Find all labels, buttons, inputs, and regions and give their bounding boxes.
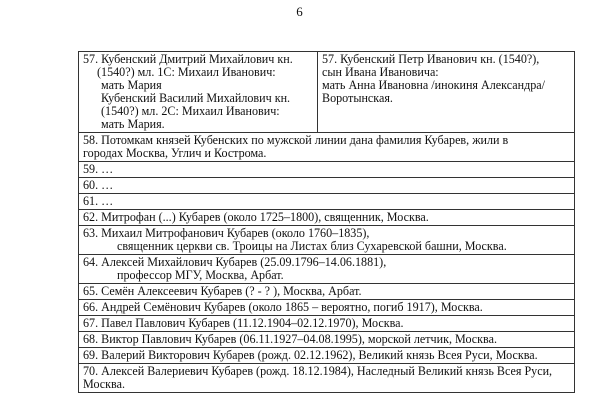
- table-cell: [79, 210, 575, 226]
- table-row: [79, 364, 575, 393]
- entry-line: 62. Митрофан (...) Кубарев (около 1725–1800), священник, Москва.: [83, 210, 429, 224]
- page-number: 6: [296, 4, 303, 19]
- table-cell: [79, 316, 575, 332]
- entry-line: городах Москва, Углич и Кострома.: [83, 146, 267, 160]
- entry-line: сын Ивана Ивановича:: [322, 65, 439, 79]
- table-row: [79, 52, 575, 133]
- entry-line: (1540?) мл. 2С: Михаил Иванович:: [101, 104, 280, 118]
- entry-line: Москва.: [83, 377, 125, 391]
- table-row: [79, 332, 575, 348]
- table-cell: [318, 52, 575, 133]
- entry-line: 61. …: [83, 194, 114, 208]
- table-row: [79, 226, 575, 255]
- table-row: [79, 162, 575, 178]
- entry-line: Воротынская.: [322, 91, 393, 105]
- entry-line: 68. Виктор Павлович Кубарев (06.11.1927–04.08.1995), морской летчик, Москва.: [83, 332, 497, 346]
- entry-line: 64. Алексей Михайлович Кубарев (25.09.1796–14.06.1881),: [83, 255, 387, 269]
- entry-line: 59. …: [83, 162, 114, 176]
- entry-line: 66. Андрей Семёнович Кубарев (около 1865 – вероятно, погиб 1917), Москва.: [83, 300, 483, 314]
- entry-line: 58. Потомкам князей Кубенских по мужской линии дана фамилия Кубарев, жили в: [83, 133, 509, 147]
- table-row: [79, 348, 575, 364]
- table-cell: [79, 284, 575, 300]
- table-cell: [79, 348, 575, 364]
- table-row: [79, 316, 575, 332]
- entry-line: мать Мария.: [101, 117, 165, 131]
- entry-line: 60. …: [83, 178, 114, 192]
- table-cell: [79, 255, 575, 284]
- entry-line: (1540?) мл. 1С: Михаил Иванович:: [97, 65, 276, 79]
- table-row: [79, 255, 575, 284]
- table-row: [79, 210, 575, 226]
- table-cell: [79, 300, 575, 316]
- table-cell: [79, 332, 575, 348]
- entry-line: 65. Семён Алексеевич Кубарев (? - ? ), Москва, Арбат.: [83, 284, 362, 298]
- entry-line: священник церкви св. Троицы на Листах близ Сухаревской башни, Москва.: [117, 239, 507, 253]
- table-cell: [79, 194, 575, 210]
- entry-line: Кубенский Василий Михайлович кн.: [101, 91, 291, 105]
- table-cell: [79, 52, 318, 133]
- table-cell: [79, 133, 575, 162]
- table-row: [79, 178, 575, 194]
- table-row: [79, 284, 575, 300]
- table-row: [79, 133, 575, 162]
- table-cell: [79, 226, 575, 255]
- entry-line: 57. Кубенский Дмитрий Михайлович кн.: [83, 52, 293, 66]
- entry-line: 63. Михаил Митрофанович Кубарев (около 1760–1835),: [83, 226, 370, 240]
- entry-line: 67. Павел Павлович Кубарев (11.12.1904–02.12.1970), Москва.: [83, 316, 404, 330]
- table-cell: [79, 178, 575, 194]
- genealogy-table: [78, 51, 575, 393]
- table-row: [79, 300, 575, 316]
- entry-line: профессор МГУ, Москва, Арбат.: [117, 268, 284, 282]
- entry-line: мать Мария: [101, 78, 162, 92]
- table-cell: [79, 162, 575, 178]
- table-cell: [79, 364, 575, 393]
- entry-line: 70. Алексей Валериевич Кубарев (рожд. 18.12.1984), Наследный Великий князь Всея Руси,: [83, 364, 553, 378]
- table-row: [79, 194, 575, 210]
- entry-line: мать Анна Ивановна /инокиня Александра/: [322, 78, 546, 92]
- entry-line: 69. Валерий Викторович Кубарев (рожд. 02.12.1962), Великий князь Всея Руси, Москва.: [83, 348, 538, 362]
- entry-line: 57. Кубенский Петр Иванович кн. (1540?),: [322, 52, 540, 66]
